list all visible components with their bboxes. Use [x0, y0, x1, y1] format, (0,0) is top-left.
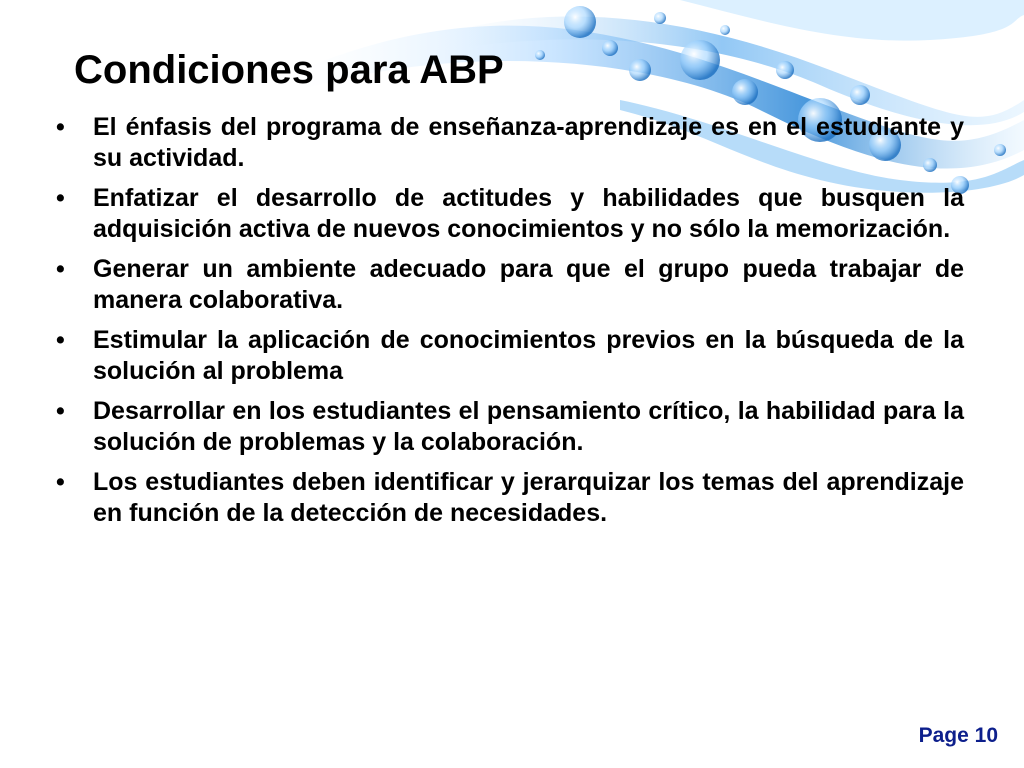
bullet-text: Los estudiantes deben identificar y jerarquizar los temas del aprendizaje en función de la detección de necesidades.	[93, 468, 964, 527]
bullet-symbol: •	[56, 255, 65, 283]
bullet-text: Enfatizar el desarrollo de actitudes y habilidades que busquen la adquisición activa de nuevos conocimientos y no sólo la memorización.	[93, 184, 964, 243]
slide-title: Condiciones para ABP	[74, 48, 504, 92]
bullet-text: Estimular la aplicación de conocimientos previos en la búsqueda de la solución al problema	[93, 326, 964, 385]
bullet-symbol: •	[56, 468, 65, 496]
bullet-symbol: •	[56, 184, 65, 212]
bullet-symbol: •	[56, 113, 65, 141]
bullet-item	[0, 396, 1024, 457]
bullet-text: Generar un ambiente adecuado para que el grupo pueda trabajar de manera colaborativa.	[93, 255, 964, 314]
bullet-item	[0, 325, 1024, 386]
bullet-symbol: •	[56, 326, 65, 354]
bullet-symbol: •	[56, 397, 65, 425]
page-number: Page 10	[918, 724, 998, 747]
bullet-item	[0, 112, 1024, 173]
bullet-text: Desarrollar en los estudiantes el pensamiento crítico, la habilidad para la solución de problemas y la colaboración.	[93, 397, 964, 456]
bullet-item	[0, 467, 1024, 528]
bullet-item	[0, 183, 1024, 244]
bullet-item	[0, 254, 1024, 315]
bullet-text: El énfasis del programa de enseñanza-aprendizaje es en el estudiante y su actividad.	[93, 113, 964, 172]
bullet-list	[0, 112, 1024, 538]
